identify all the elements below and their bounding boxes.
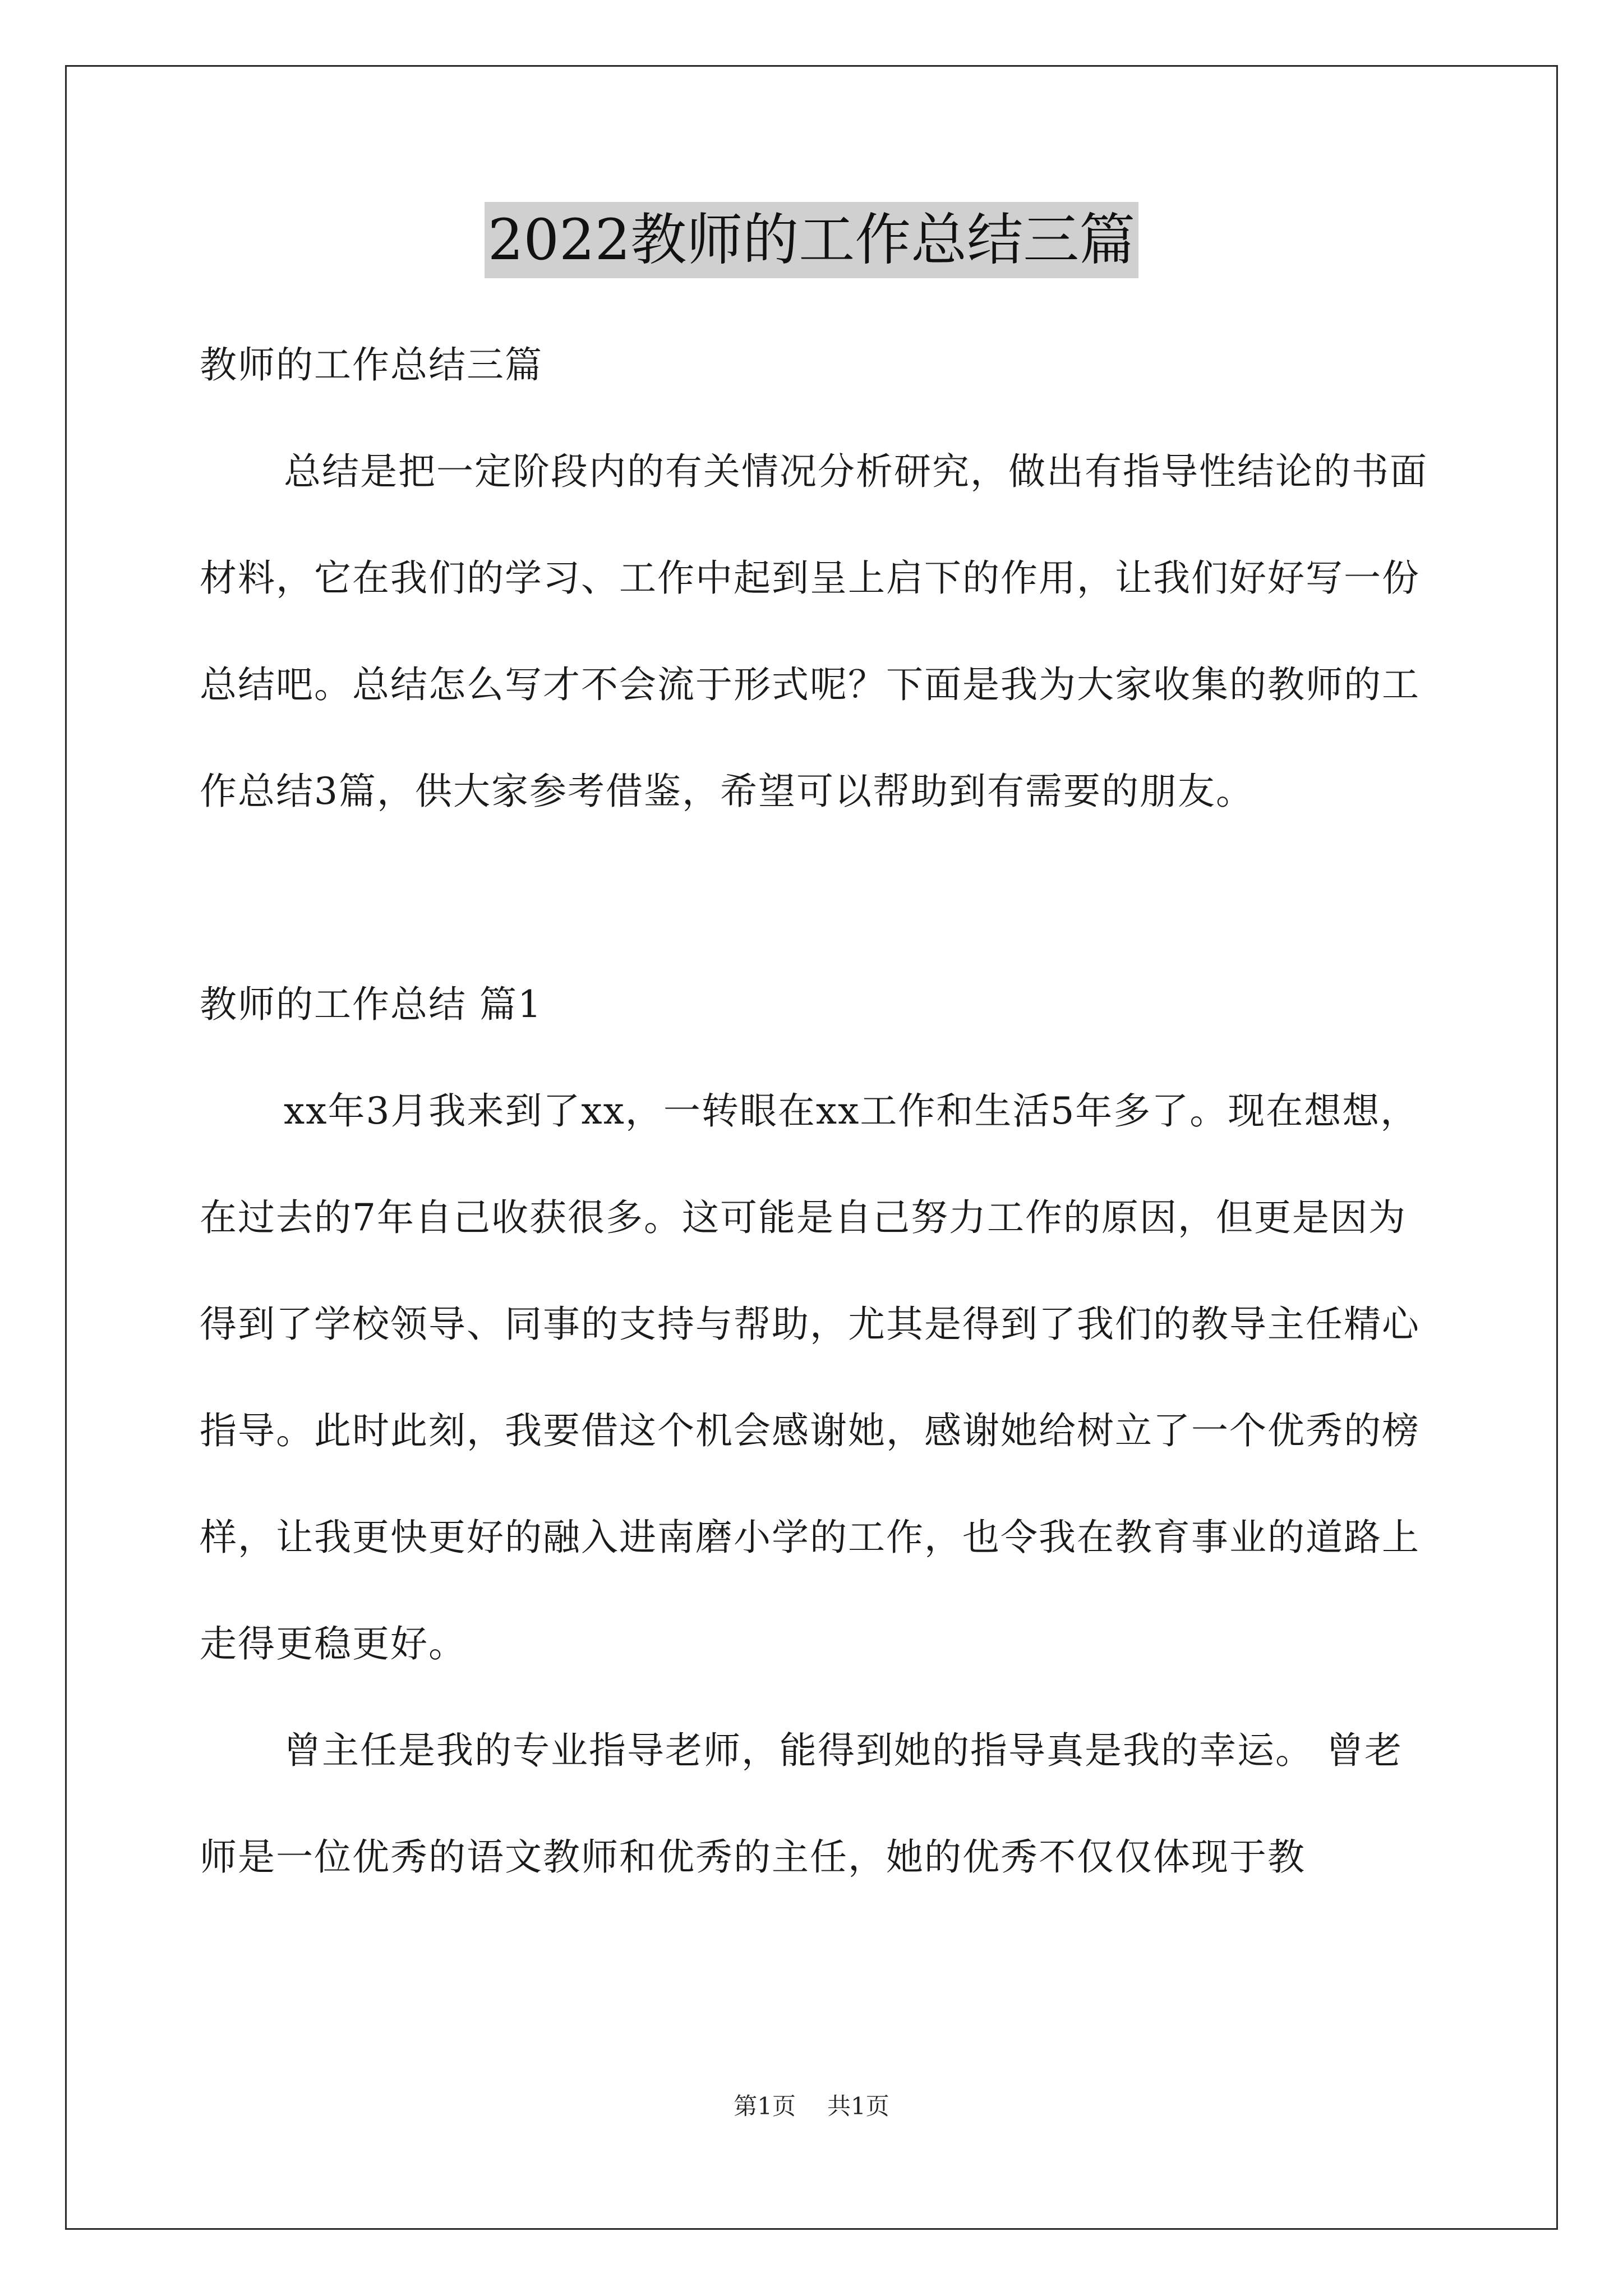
body-paragraph: xx年3月我来到了xx，一转眼在xx工作和生活5年多了。现在想想，在过去的7年自己收获很多。这可能是自己努力工作的原因，但更是因为得到了学校领导、同事的支持与帮助，尤其是得到了我们的教导主任精心指导。此时此刻，我要借这个机会感谢她，感谢她给树立了一个优秀的榜样，让我更快更好的融入进南磨小学的工作，也令我在教育事业的道路上走得更稳更好。 — [200, 1089, 1420, 1665]
page-total: 共1页 — [827, 2092, 889, 2120]
page-number: 第1页 — [734, 2092, 796, 2120]
intro-paragraph: 总结是把一定阶段内的有关情况分析研究，做出有指导性结论的书面材料，它在我们的学习、工作中起到呈上启下的作用，让我们好好写一份总结吧。总结怎么写才不会流于形式呢？下面是我为大家收集的教师的工作总结3篇，供大家参考借鉴，希望可以帮助到有需要的朋友。 — [200, 450, 1428, 813]
body-paragraph: 曾主任是我的专业指导老师，能得到她的指导真是我的幸运。 曾老师是一位优秀的语文教师和优秀的主任，她的优秀不仅仅体现于教 — [200, 1729, 1403, 1879]
title-container — [0, 202, 1623, 278]
section-gap — [200, 845, 1433, 951]
document-body — [200, 312, 1433, 1911]
section-heading: 教师的工作总结 篇1 — [200, 983, 542, 1026]
subtitle-heading: 教师的工作总结三篇 — [200, 343, 543, 386]
page-footer — [0, 2090, 1623, 2123]
document-title: 2022教师的工作总结三篇 — [485, 202, 1139, 278]
